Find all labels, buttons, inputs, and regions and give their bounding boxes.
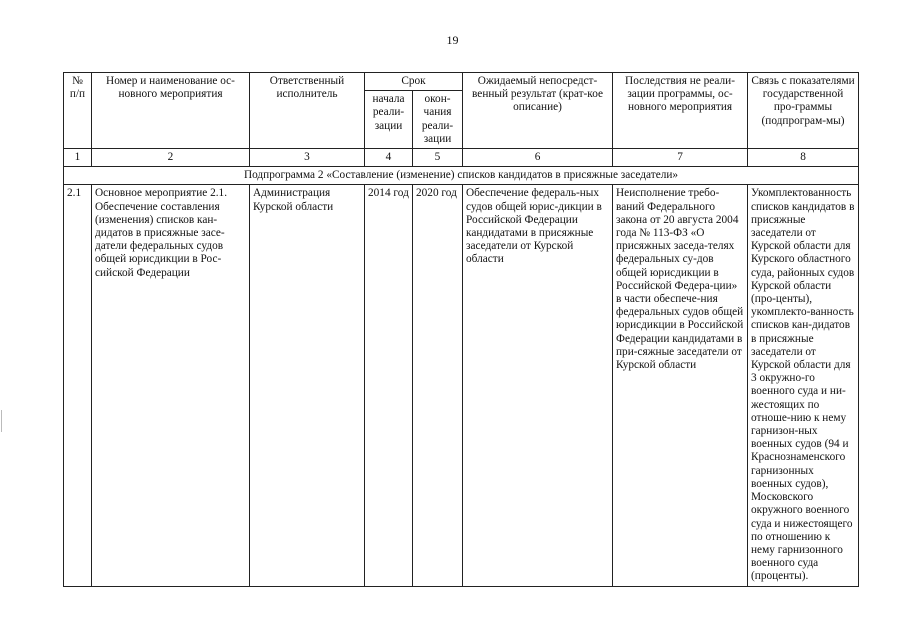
- row-responsible: Администрация Курской области: [250, 185, 365, 586]
- row-start: 2014 год: [365, 185, 413, 586]
- header-term: Срок: [365, 73, 463, 91]
- header-responsible: Ответственный исполнитель: [250, 73, 365, 149]
- row-num: 2.1: [64, 185, 92, 586]
- subprogram-title: Подпрограмма 2 «Составление (изменение) списков кандидатов в присяжные заседатели»: [64, 167, 859, 185]
- margin-mark: [1, 410, 2, 432]
- column-number: 6: [463, 149, 613, 167]
- column-number: 7: [613, 149, 748, 167]
- row-consequences: Неисполнение требо-ваний Федерального закона от 20 августа 2004 года № 113-ФЗ «О присяжных заседа-телях федеральных су-дов общей юрисдикции в Российской Федера-ции» в части обеспече-ния федеральных судов общей юрисдикции в Российской Федерации кандидатами в при-сяжные заседатели от Курской области: [613, 185, 748, 586]
- header-name: Номер и наименование ос-новного мероприятия: [92, 73, 250, 149]
- subprogram-row: [64, 167, 859, 185]
- header-term-start: начала реали-зации: [365, 91, 413, 149]
- row-expected: Обеспечение федераль-ных судов общей юрис-дикции в Российской Федерации кандидатами в присяжные заседатели от Курской области: [463, 185, 613, 586]
- column-number: 8: [748, 149, 859, 167]
- table-row: [64, 185, 859, 586]
- header-num: № п/п: [64, 73, 92, 149]
- header-term-end: окон-чания реали-зации: [413, 91, 463, 149]
- row-name: Основное мероприятие 2.1. Обеспечение составления (изменения) списков кан-дидатов в присяжные засе-датели федеральных судов общей юрисдикции в Рос-сийской Федерации: [92, 185, 250, 586]
- header-link: Связь с показателями государственной про-граммы (подпрограм-мы): [748, 73, 859, 149]
- header-consequences: Последствия не реали-зации программы, ос-новного мероприятия: [613, 73, 748, 149]
- column-number: 1: [64, 149, 92, 167]
- page-number: 19: [446, 33, 459, 47]
- row-end: 2020 год: [413, 185, 463, 586]
- column-number: 3: [250, 149, 365, 167]
- column-number: 4: [365, 149, 413, 167]
- column-number: 5: [413, 149, 463, 167]
- header-expected: Ожидаемый непосредст-венный результат (крат-кое описание): [463, 73, 613, 149]
- measures-table: [63, 72, 859, 587]
- row-link: Укомплектованность списков кандидатов в присяжные заседатели от Курской области для Курского областного суда, районных судов Курской области (про-центы), укомплекто-ванность списков кан-дидатов в присяжные заседатели от Курской области для 3 окружно-го военного суда и ни-жестоящих по отноше-нию к нему гарнизон-ных военных судов (94 и Краснознаменского гарнизонных военных судов), Московского окружного военного суда и нижестоящего по отношению к нему гарнизонного военного суда (проценты).: [748, 185, 859, 586]
- column-number: 2: [92, 149, 250, 167]
- header-row: [64, 73, 859, 91]
- column-number-row: [64, 149, 859, 167]
